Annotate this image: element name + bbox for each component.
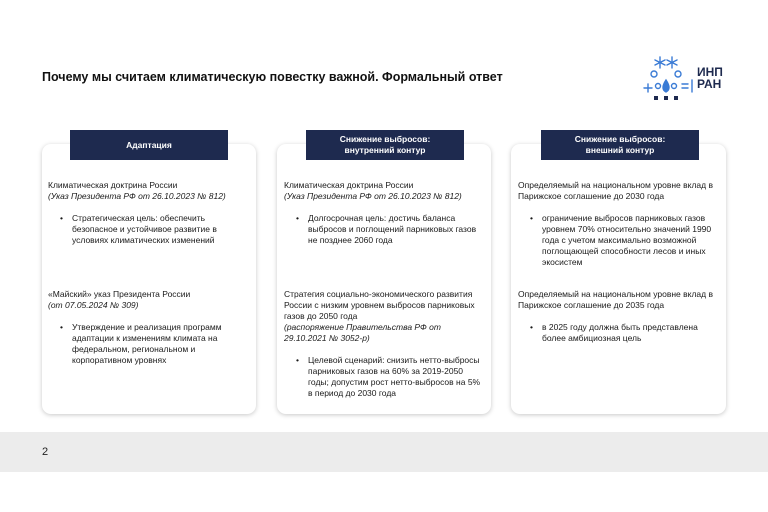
- doc-title: Определяемый на национальном уровне вклад в Парижское соглашение до 2035 года: [518, 289, 713, 310]
- footer-band: [0, 432, 768, 472]
- logo-line-2: РАН: [697, 77, 722, 91]
- doc-title: Стратегия социально-экономического развития России с низким уровнем выбросов парниковых газов до 2050 года: [284, 289, 475, 321]
- list-item: • Долгосрочная цель: достичь баланса выбросов и поглощений парниковых газов не позднее 2060 года: [284, 213, 484, 246]
- internal-block-1: [284, 180, 484, 246]
- internal-block-2: [284, 289, 484, 399]
- doc-title: Климатическая доктрина России: [284, 180, 414, 190]
- doc-note: (распоряжение Правительства РФ от 29.10.2021 № 3052-р): [284, 322, 441, 343]
- external-block-2: [518, 289, 720, 344]
- external-block-1: [518, 180, 720, 268]
- inp-ran-logo-icon: [640, 54, 740, 102]
- slide-title: Почему мы считаем климатическую повестку важной. Формальный ответ: [42, 70, 503, 84]
- list-item: • ограничение выбросов парниковых газов уровнем 70% относительно значений 1990 года с учетом максимально возможной поглощающей способности лесов и иных экосистем: [518, 213, 720, 268]
- doc-note: (от 07.05.2024 № 309): [48, 300, 139, 310]
- column-header-adaptation: Адаптация: [70, 130, 228, 160]
- column-header-internal: Снижение выбросов: внутренний контур: [306, 130, 464, 160]
- list-item: • Стратегическая цель: обеспечить безопасное и устойчивое развитие в условиях климатических изменений: [48, 213, 248, 246]
- doc-note: (Указ Президента РФ от 26.10.2023 № 812): [284, 191, 462, 201]
- logo-text: [697, 66, 723, 90]
- doc-note: (Указ Президента РФ от 26.10.2023 № 812): [48, 191, 226, 201]
- doc-title: Определяемый на национальном уровне вклад в Парижское соглашение до 2030 года: [518, 180, 713, 201]
- doc-title: «Майский» указ Президента России: [48, 289, 191, 299]
- page-number: 2: [42, 446, 49, 458]
- column-header-external: Снижение выбросов: внешний контур: [541, 130, 699, 160]
- list-item: • Целевой сценарий: снизить нетто-выбросы парниковых газов на 60% за 2019-2050 годы; допустим рост нетто-выбросов на 5% в период до 2030 года: [284, 355, 484, 399]
- logo-line-1: ИНП: [697, 65, 723, 79]
- list-item: • Утверждение и реализация программ адаптации к изменениям климата на федеральном, региональном и корпоративном уровнях: [48, 322, 248, 366]
- doc-title: Климатическая доктрина России: [48, 180, 178, 190]
- adaptation-block-2: [48, 289, 248, 366]
- adaptation-block-1: [48, 180, 248, 246]
- list-item: • в 2025 году должна быть представлена более амбициозная цель: [518, 322, 720, 344]
